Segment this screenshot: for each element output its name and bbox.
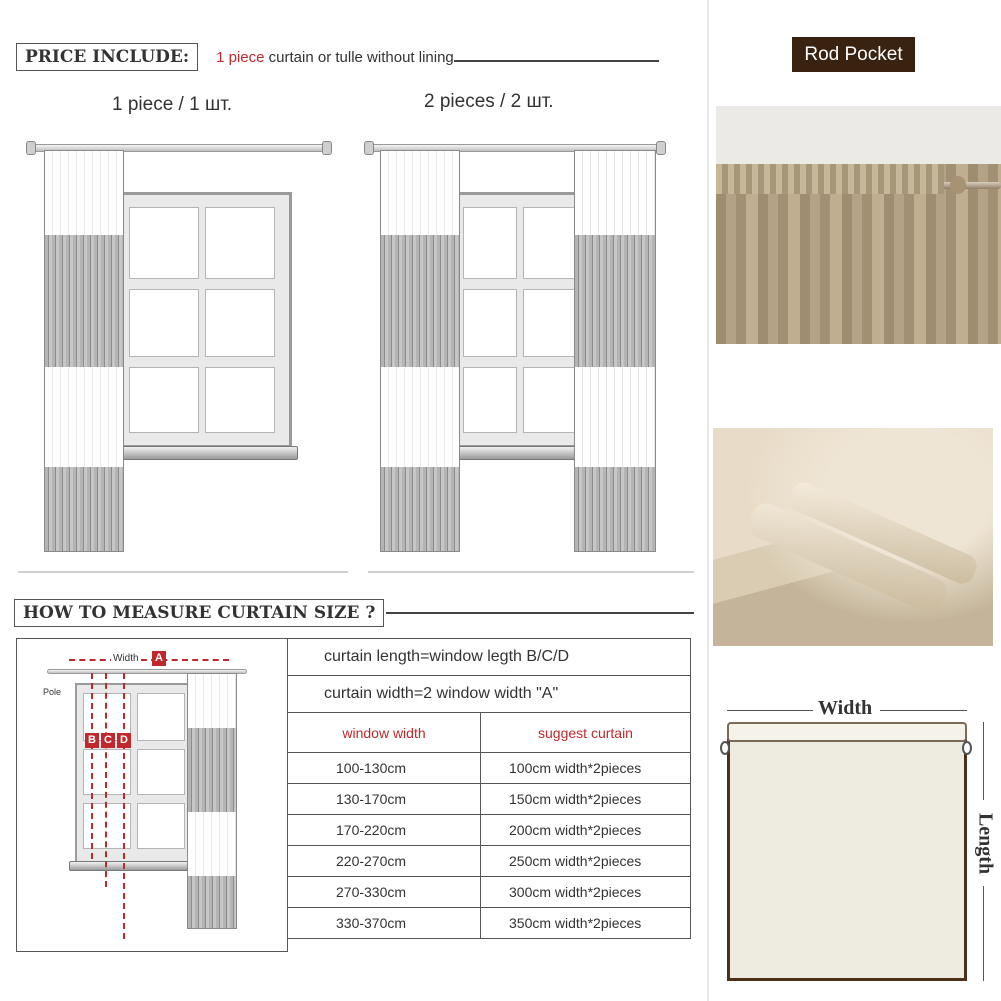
window-width-cell: 270-330cm [288,877,481,908]
window-sill [69,861,199,871]
rod-end [364,141,374,155]
window-width-cell: 130-170cm [288,784,481,815]
window-pane [129,207,199,279]
window-pane [137,749,185,795]
rod-end [656,141,666,155]
formula-width: curtain width=2 window width "A" [288,676,691,713]
table-row [288,908,691,939]
table-row [288,753,691,784]
pole-label: Pole [43,687,62,697]
curtain-panel [187,673,237,929]
length-d-line [123,673,125,939]
window-pane [205,207,275,279]
rod-pocket-photo [716,106,1001,344]
price-header-line [454,60,659,62]
width-dimension-line [69,659,229,661]
width-line-left [727,710,813,711]
window-pane [129,289,199,357]
panel-divider [707,0,709,1001]
column-header-window: window width [288,713,481,753]
window-width-cell: 100-130cm [288,753,481,784]
suggest-curtain-cell: 100cm width*2pieces [481,753,691,784]
window-pane [129,367,199,433]
window-frame [454,192,584,448]
size-table [287,638,691,939]
length-b-line [91,673,93,859]
table-row [288,784,691,815]
length-label: Length [974,812,997,875]
width-line-right [880,710,967,711]
caption-two-pieces: 2 pieces / 2 шт. [424,91,554,112]
measure-header [14,599,694,627]
caption-one-piece: 1 piece / 1 шт. [112,94,233,115]
column-header-suggest: suggest curtain [481,713,691,753]
curtain-panel-left [380,150,460,552]
table-header-row [288,713,691,753]
suggest-curtain-cell: 250cm width*2pieces [481,846,691,877]
separator-line [18,571,348,573]
width-label: Width [818,697,873,719]
letter-d-badge: D [117,733,131,748]
width-dimension-label: Width [113,653,139,664]
formula-row [288,676,691,713]
window-width-cell: 220-270cm [288,846,481,877]
price-include-text [216,49,454,66]
letter-a-badge: A [152,651,166,666]
suggest-curtain-cell: 350cm width*2pieces [481,908,691,939]
letter-b-badge: B [85,733,99,748]
suggest-curtain-cell: 150cm width*2pieces [481,784,691,815]
window-pane [463,207,517,279]
length-c-line [105,673,107,887]
window-width-cell: 330-370cm [288,908,481,939]
formula-row [288,639,691,676]
window-frame [120,192,292,448]
window-pane [205,367,275,433]
rod-ring-right [962,741,972,755]
measure-header-label: HOW TO MEASURE CURTAIN SIZE ? [14,599,384,627]
window-sill [118,446,298,460]
rod-ring-left [720,741,730,755]
window-pane [523,289,577,357]
window-pane [523,207,577,279]
window-pane [137,803,185,849]
rod-end [26,141,36,155]
rod-finial [950,176,966,194]
window-pane [463,367,517,433]
letter-c-badge: C [101,733,115,748]
window-pane [463,289,517,357]
suggest-curtain-cell: 200cm width*2pieces [481,815,691,846]
length-line-bottom [983,886,984,981]
suggest-curtain-cell: 300cm width*2pieces [481,877,691,908]
curtain-panel-right [574,150,656,552]
rod-pocket-label: Rod Pocket [792,37,915,72]
table-row [288,815,691,846]
separator-line [368,571,694,573]
price-highlight: 1 piece [216,48,265,66]
window-pane [137,693,185,741]
window-pane [523,367,577,433]
measure-header-line [386,612,694,614]
length-line-top [983,722,984,800]
table-row [288,877,691,908]
formula-length: curtain length=window legth B/C/D [288,639,691,676]
fabric-detail-photo [713,428,993,646]
curtain-header-gathers [716,164,944,194]
rod-end [322,141,332,155]
measure-diagram [16,638,288,952]
table-row [288,846,691,877]
price-rest: curtain or tulle without lining [264,48,454,66]
curtain-panel [44,150,124,552]
curtain-pocket-header [727,722,967,742]
price-include-header [16,43,659,71]
curtain-panel-diagram [727,735,967,981]
price-include-label: PRICE INCLUDE: [16,43,198,71]
window-width-cell: 170-220cm [288,815,481,846]
window-sill [450,446,590,460]
window-pane [205,289,275,357]
